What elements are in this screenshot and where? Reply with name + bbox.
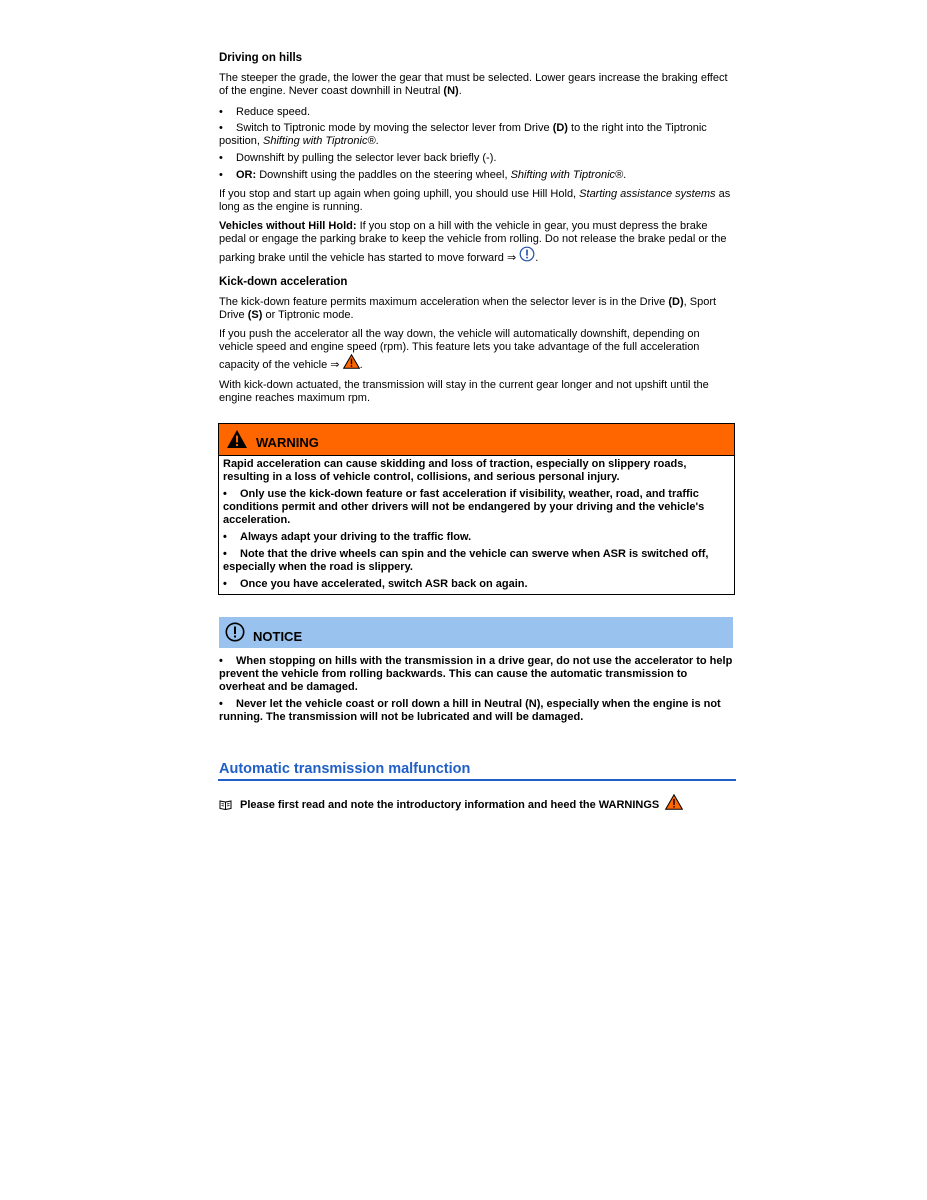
- no-hill-hold-paragraph: Vehicles without Hill Hold: If you stop on a hill with the vehicle in gear, you must depress the brake pedal or engage the parking brake to keep the vehicle from rolling. Do not release the brake pedal or the parking brake until the vehicle has started to move forward ⇒ .: [219, 220, 735, 267]
- list-item: • Note that the drive wheels can spin and the vehicle can swerve when ASR is switched off, especially when the road is slippery.: [223, 548, 709, 574]
- hill-hold-paragraph: If you stop and start up again when going uphill, you should use Hill Hold, Starting assistance systems as long as the engine is running.: [219, 188, 731, 214]
- link-shifting-tiptronic[interactable]: Shifting with Tiptronic®: [510, 169, 624, 181]
- section-divider: [218, 779, 736, 781]
- warning-box: [218, 423, 735, 595]
- kickdown-paragraph-3: With kick-down actuated, the transmission will stay in the current gear longer and not upshift until the engine reaches maximum rpm.: [219, 379, 709, 405]
- list-item: • When stopping on hills with the transmission in a drive gear, do not use the accelerator to help prevent the vehicle from rolling backwards. This can cause the automatic transmission to overheat and be damaged.: [219, 655, 733, 694]
- list-item: • Downshift by pulling the selector lever back briefly (-).: [219, 152, 497, 164]
- warning-label: WARNING: [256, 435, 319, 450]
- link-starting-assistance[interactable]: Starting assistance systems: [579, 188, 716, 200]
- heading-kick-down: Kick-down acceleration: [219, 276, 348, 288]
- kickdown-paragraph-1: The kick-down feature permits maximum acceleration when the selector lever is in the Drive (D), Sport Drive (S) or Tiptronic mode.: [219, 296, 717, 322]
- kickdown-paragraph-2: If you push the accelerator all the way down, the vehicle will automatically downshift, depending on vehicle speed and engine speed (rpm). This feature lets you take advantage of the full acceleration capacity of the vehicle ⇒ .: [219, 328, 735, 374]
- warning-header: [219, 424, 734, 456]
- notice-header: [219, 617, 733, 648]
- list-item: • Never let the vehicle coast or roll down a hill in Neutral (N), especially when the engine is not running. The transmission will not be lubricated and will be damaged.: [219, 698, 721, 724]
- list-item: • Always adapt your driving to the traffic flow.: [223, 531, 472, 543]
- hills-intro: The steeper the grade, the lower the gear that must be selected. Lower gears increase the braking effect of the engine. Never coast downhill in Neutral (N).: [219, 72, 728, 98]
- warning-icon[interactable]: [343, 354, 360, 373]
- warning-intro: Rapid acceleration can cause skidding and loss of traction, especially on slippery roads, resulting in a loss of vehicle control, collisions, and serious personal injury.: [223, 458, 687, 484]
- notice-label: NOTICE: [253, 629, 303, 644]
- read-note-text: Please first read and note the introductory information and heed the WARNINGS: [240, 799, 660, 811]
- list-item: • Reduce speed.: [219, 106, 310, 118]
- read-first-note: [219, 794, 683, 813]
- list-item: • OR: Downshift using the paddles on the steering wheel, Shifting with Tiptronic®.: [219, 169, 627, 181]
- notice-icon: [225, 622, 245, 647]
- notice-icon[interactable]: [519, 246, 535, 266]
- list-item: • Only use the kick-down feature or fast acceleration if visibility, weather, road, and traffic conditions permit and other drivers will not be endangered by your driving and the vehicle's acceleration.: [223, 488, 705, 527]
- list-item: • Once you have accelerated, switch ASR back on again.: [223, 578, 528, 590]
- list-item: • Switch to Tiptronic mode by moving the selector lever from Drive (D) to the right into the Tiptronic position, Shifting with Tiptronic®.: [219, 122, 707, 148]
- warning-icon: [226, 429, 248, 454]
- book-icon: [219, 799, 232, 813]
- warning-icon[interactable]: [665, 794, 683, 813]
- link-shifting-tiptronic[interactable]: Shifting with Tiptronic®: [263, 135, 376, 148]
- heading-driving-on-hills: Driving on hills: [219, 52, 303, 64]
- section-title: Automatic transmission malfunction: [219, 761, 471, 777]
